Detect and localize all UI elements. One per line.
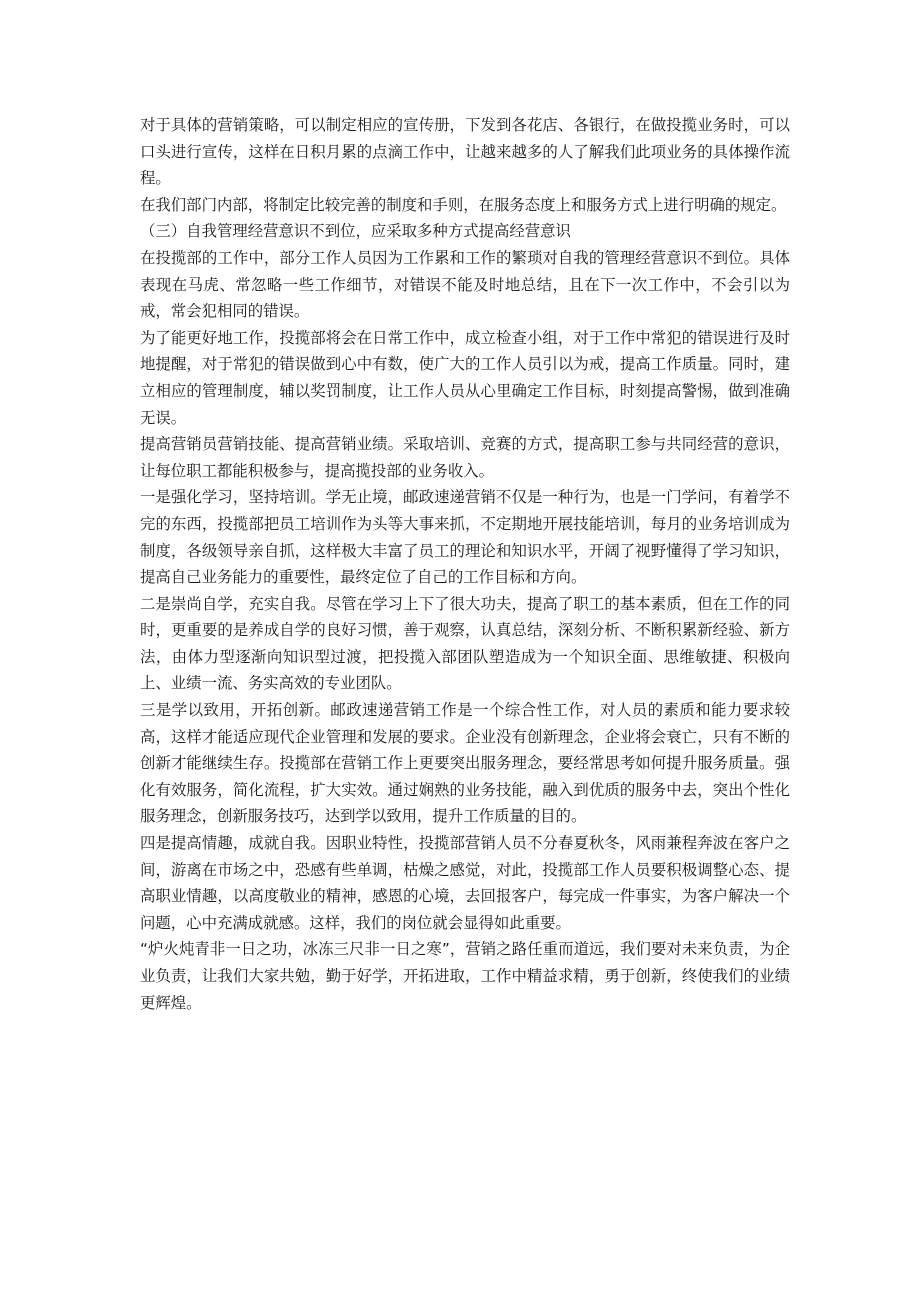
paragraph-sales-skills: 提高营销员营销技能、提高营销业绩。采取培训、竞赛的方式，提高职工参与共同经营的意识，让每位职工都能积极参与，提高揽投部的业务收入。 <box>140 435 790 480</box>
document-body <box>140 112 790 1016</box>
section-heading-self-management: （三）自我管理经营意识不到位，应采取多种方式提高经营意识 <box>140 222 571 241</box>
paragraph-inspection-team: 为了能更好地工作，投揽部将会在日常工作中，成立检查小组，对于工作中常犯的错误进行及时地提醒，对于常犯的错误做到心中有数，使广大的工作人员引以为戒，提高工作质量。同时，建立相应的管理制度，辅以奖罚制度，让工作人员从心里确定工作目标，时刻提高警惕，做到准确无误。 <box>140 328 790 427</box>
paragraph-promotion-strategy: 对于具体的营销策略，可以制定相应的宣传册，下发到各花店、各银行，在做投揽业务时，可以口头进行宣传，这样在日积月累的点滴工作中，让越来越多的人了解我们此项业务的具体操作流程。 <box>140 116 790 188</box>
paragraph-point-one-training: 一是强化学习，坚持培训。学无止境，邮政速递营销不仅是一种行为，也是一门学问，有着学不完的东西，投揽部把员工培训作为头等大事来抓，不定期地开展技能培训，每月的业务培训成为制度，各级领导亲自抓，这样极大丰富了员工的理论和知识水平，开阔了视野懂得了学习知识，提高自己业务能力的重要性，最终定位了自己的工作目标和方向。 <box>140 488 790 587</box>
paragraph-point-four-interest: 四是提高情趣，成就自我。因职业特性，投揽部营销人员不分春夏秋冬，风雨兼程奔波在客户之间，游离在市场之中，恐感有些单调，枯燥之感觉，对此，投揽部工作人员要积极调整心态、提高职业情趣，以高度敬业的精神，感恩的心境，去回报客户，每完成一件事实，为客户解决一个问题，心中充满成就感。这样，我们的岗位就会显得如此重要。 <box>140 834 790 932</box>
paragraph-internal-rules: 在我们部门内部，将制定比较完善的制度和手则，在服务态度上和服务方式上进行明确的规定。 <box>140 195 787 214</box>
paragraph-point-two-self-study: 二是崇尚自学，充实自我。尽管在学习上下了很大功夫，提高了职工的基本素质，但在工作的同时，更重要的是养成自学的良好习惯，善于观察，认真总结，深刻分析、不断积累新经验、新方法，由体力型逐渐向知识型过渡，把投揽入部团队塑造成为一个知识全面、思维敏捷、积极向上、业绩一流、务实高效的专业团队。 <box>140 594 790 693</box>
paragraph-point-three-innovation: 三是学以致用，开拓创新。邮政速递营销工作是一个综合性工作，对人员的素质和能力要求较高，这样才能适应现代企业管理和发展的要求。企业没有创新理念，企业将会衰亡，只有不断的创新才能继续生存。投揽部在营销工作上更要突出服务理念，要经常思考如何提升服务质量。强化有效服务，简化流程，扩大实效。通过娴熟的业务技能，融入到优质的服务中去，突出个性化服务理念，创新服务技巧，达到学以致用，提升工作质量的目的。 <box>140 701 790 826</box>
paragraph-management-issue: 在投揽部的工作中，部分工作人员因为工作累和工作的繁琐对自我的管理经营意识不到位。具体表现在马虎、常忽略一些工作细节，对错误不能及时地总结，且在下一次工作中，不会引以为戒，常会犯相同的错误。 <box>140 248 790 321</box>
paragraph-conclusion: “炉火炖青非一日之功，冰冻三尺非一日之寒”，营销之路任重而道远，我们要对未来负责，为企业负责，让我们大家共勉，勤于好学，开拓进取，工作中精益求精，勇于创新，终使我们的业绩更辉煌。 <box>140 940 790 1012</box>
